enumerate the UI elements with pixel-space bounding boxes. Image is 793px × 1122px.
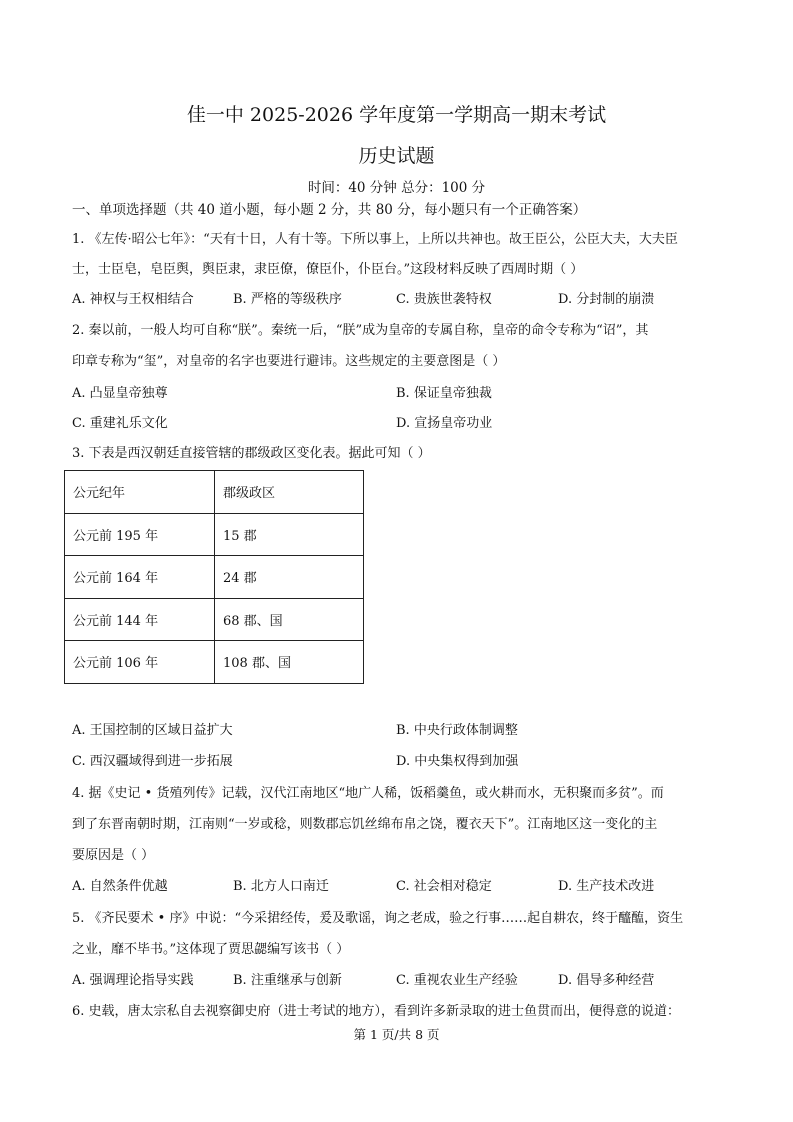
- q2-option-d: D. 宣扬皇帝功业: [396, 416, 493, 431]
- q1-option-d: D. 分封制的崩溃: [558, 292, 655, 307]
- q2-option-b: B. 保证皇帝独裁: [396, 386, 492, 401]
- q1-option-a: A. 神权与王权相结合: [72, 292, 194, 307]
- table-cell: 68 郡、国: [215, 598, 364, 641]
- q3-option-c: C. 西汉疆域得到进一步拓展: [72, 754, 233, 769]
- q2-stem-line1: 2. 秦以前，一般人均可自称“朕”。秦统一后，“朕”成为皇帝的专属自称，皇帝的命令专称为“诏”，其: [72, 323, 649, 338]
- table-row: [65, 513, 364, 556]
- q1-option-b: B. 严格的等级秩序: [233, 292, 342, 307]
- table-header-cell: 公元纪年: [65, 471, 215, 514]
- q5-option-c: C. 重视农业生产经验: [396, 973, 518, 988]
- q1-option-c: C. 贵族世袭特权: [396, 292, 492, 307]
- q3-option-d: D. 中央集权得到加强: [396, 754, 519, 769]
- q4-option-a: A. 自然条件优越: [72, 879, 168, 894]
- q3-stem-line1: 3. 下表是西汉朝廷直接管辖的郡级政区变化表。据此可知（ ）: [72, 446, 431, 461]
- section-heading: 一、单项选择题（共 40 道小题，每小题 2 分，共 80 分，每小题只有一个正确答案）: [72, 202, 587, 218]
- q4-option-c: C. 社会相对稳定: [396, 879, 492, 894]
- q2-stem-line2: 印章专称为“玺”，对皇帝的名字也要进行避讳。这些规定的主要意图是（ ）: [72, 354, 506, 369]
- q1-stem-line2: 士，士臣皂，皂臣舆，舆臣隶，隶臣僚，僚臣仆，仆臣台。”这段材料反映了西周时期（ ）: [72, 262, 584, 277]
- q5-option-d: D. 倡导多种经营: [558, 973, 655, 988]
- table-header-cell: 郡级政区: [215, 471, 364, 514]
- table-header-row: [65, 471, 364, 514]
- table-cell: 15 郡: [215, 513, 364, 556]
- q4-option-b: B. 北方人口南迁: [233, 879, 329, 894]
- table-row: [65, 556, 364, 599]
- table-cell: 公元前 144 年: [65, 598, 215, 641]
- q1-stem-line1: 1. 《左传·昭公七年》：“天有十日，人有十等。下所以事上，上所以共神也。故王臣公，公臣大夫，大夫臣: [72, 232, 678, 247]
- exam-info: 时间：40 分钟 总分：100 分: [307, 180, 486, 196]
- q5-stem-line1: 5. 《齐民要术 • 序》中说：“今采捃经传，爰及歌谣，询之老成，验之行事……起自耕农，终于醯醢，资生: [72, 911, 684, 926]
- table-cell: 公元前 106 年: [65, 641, 215, 684]
- table-cell: 公元前 195 年: [65, 513, 215, 556]
- q5-option-b: B. 注重继承与创新: [233, 973, 342, 988]
- exam-title: 佳一中 2025-2026 学年度第一学期高一期末考试: [186, 104, 607, 126]
- q2-option-a: A. 凸显皇帝独尊: [72, 386, 168, 401]
- table-cell: 公元前 164 年: [65, 556, 215, 599]
- page-number: 第 1 页/共 8 页: [353, 1027, 440, 1042]
- q3-option-a: A. 王国控制的区域日益扩大: [72, 723, 233, 738]
- table-row: [65, 598, 364, 641]
- q3-data-table: [64, 470, 364, 684]
- q4-stem-line3: 要原因是（ ）: [72, 848, 155, 863]
- q4-option-d: D. 生产技术改进: [558, 879, 655, 894]
- table-row: [65, 641, 364, 684]
- q4-stem-line2: 到了东晋南朝时期，江南则“一岁或稔，则数郡忘饥丝绵布帛之饶，覆衣天下”。江南地区这一变化的主: [72, 817, 658, 832]
- q4-stem-line1: 4. 据《史记 • 货殖列传》记载，汉代江南地区“地广人稀，饭稻羹鱼，或火耕而水，无积聚而多贫”。而: [72, 786, 664, 801]
- q6-stem-line1: 6. 史载，唐太宗私自去视察御史府（进士考试的地方），看到许多新录取的进士鱼贯而出，便得意的说道：: [72, 1004, 681, 1019]
- table-cell: 24 郡: [215, 556, 364, 599]
- subject-title: 历史试题: [358, 145, 435, 167]
- q2-option-c: C. 重建礼乐文化: [72, 416, 168, 431]
- q5-stem-line2: 之业，靡不毕书。”这体现了贾思勰编写该书（ ）: [72, 942, 350, 957]
- q5-option-a: A. 强调理论指导实践: [72, 973, 194, 988]
- q3-option-b: B. 中央行政体制调整: [396, 723, 518, 738]
- table-cell: 108 郡、国: [215, 641, 364, 684]
